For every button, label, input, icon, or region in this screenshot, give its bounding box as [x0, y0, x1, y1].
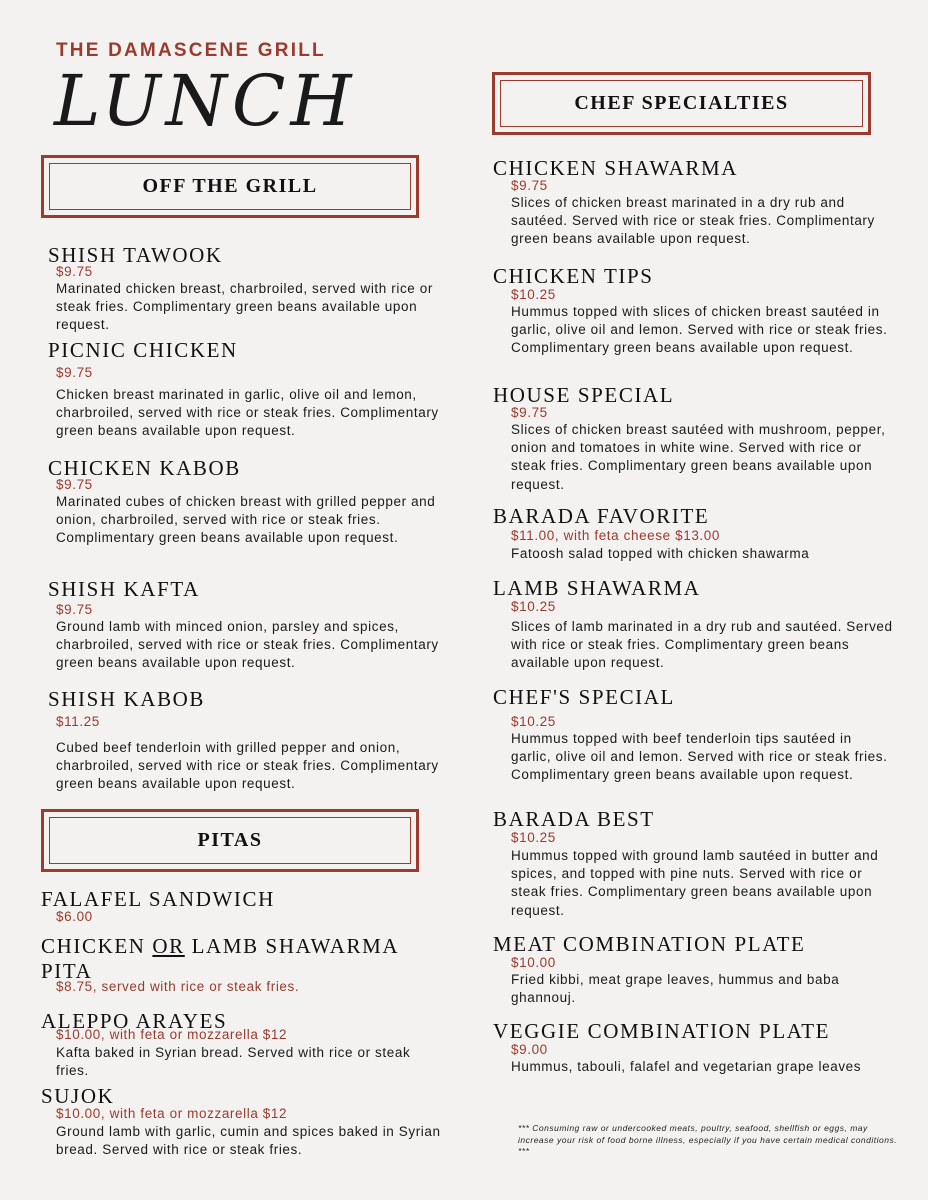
item-description: Cubed beef tenderloin with grilled pepper and onion, charbroiled, served with rice or steak fries. Complimentary green beans available upon request. [56, 740, 439, 792]
item-name: MEAT COMBINATION PLATE [493, 932, 806, 956]
item-description: Slices of chicken breast sautéed with mushroom, pepper, onion and tomatoes in white wine. Served with rice or steak fries. Complimentary green beans available upon request. [511, 422, 886, 492]
item-price: $9.00 [511, 1042, 548, 1057]
section-header-chef-specialties [492, 72, 871, 135]
item-name: SUJOK [41, 1084, 115, 1108]
item-name: LAMB SHAWARMA [493, 576, 701, 600]
item-name: CHICKEN KABOB [48, 456, 241, 480]
item-name: VEGGIE COMBINATION PLATE [493, 1019, 831, 1043]
item-name: PICNIC CHICKEN [48, 338, 238, 362]
item-price: $10.25 [511, 830, 556, 845]
item-price: $9.75 [56, 365, 93, 380]
section-title: CHEF SPECIALTIES [500, 80, 863, 127]
item-price: $9.75 [511, 178, 548, 193]
item-description: Marinated cubes of chicken breast with grilled pepper and onion, charbroiled, served with rice or steak fries. Complimentary green beans available upon request. [56, 494, 436, 546]
item-name: BARADA BEST [493, 807, 655, 831]
item-description: Fatoosh salad topped with chicken shawarma [511, 546, 810, 561]
item-price: $6.00 [56, 909, 93, 924]
item-name: CHICKEN TIPS [493, 264, 654, 288]
item-name: CHICKEN OR LAMB SHAWARMA [41, 934, 400, 958]
item-description: Hummus, tabouli, falafel and vegetarian grape leaves [511, 1059, 862, 1074]
item-name: CHICKEN SHAWARMA [493, 156, 739, 180]
item-price: $9.75 [56, 264, 93, 279]
item-name: FALAFEL SANDWICH [41, 887, 275, 911]
item-description: Hummus topped with ground lamb sautéed in butter and spices, and topped with pine nuts. Served with rice or steak fries. Complimentary green beans available upon request. [511, 848, 879, 918]
item-price: $11.00, with feta cheese $13.00 [511, 528, 720, 543]
item-price: $8.75, served with rice or steak fries. [56, 979, 300, 994]
item-name: SHISH TAWOOK [48, 243, 223, 267]
item-description: Marinated chicken breast, charbroiled, served with rice or steak fries. Complimentary green beans available upon request. [56, 281, 433, 333]
item-description: Ground lamb with minced onion, parsley and spices, charbroiled, served with rice or steak fries. Complimentary green beans available upon request. [56, 619, 439, 671]
item-price: $10.00, with feta or mozzarella $12 [56, 1106, 288, 1121]
item-description: Fried kibbi, meat grape leaves, hummus and baba ghannouj. [511, 972, 840, 1006]
item-price: $10.00, with feta or mozzarella $12 [56, 1027, 288, 1042]
restaurant-name: THE DAMASCENE GRILL [56, 40, 326, 61]
item-name: SHISH KAFTA [48, 577, 200, 601]
food-safety-disclaimer: *** Consuming raw or undercooked meats, poultry, seafood, shellfish or eggs, may increase your risk of food borne illness, especially if you have certain medical conditions. *** [518, 1123, 898, 1156]
item-description: Kafta baked in Syrian bread. Served with rice or steak fries. [56, 1045, 411, 1079]
page-title: LUNCH [54, 60, 357, 142]
item-description: Chicken breast marinated in garlic, olive oil and lemon, charbroiled, served with rice or steak fries. Complimentary green beans available upon request. [56, 387, 439, 439]
section-title: OFF THE GRILL [49, 163, 411, 210]
item-price: $11.25 [56, 714, 100, 729]
item-price: $9.75 [56, 477, 93, 492]
item-description: Hummus topped with beef tenderloin tips sautéed in garlic, olive oil and lemon. Served with rice or steak fries. Complimentary green beans available upon request. [511, 731, 888, 783]
item-description: Slices of lamb marinated in a dry rub and sautéed. Served with rice or steak fries. Complimentary green beans available upon request. [511, 619, 893, 671]
item-name-line2: PITA [41, 959, 93, 983]
item-price: $10.25 [511, 287, 556, 302]
item-price: $9.75 [56, 602, 93, 617]
item-price: $10.25 [511, 714, 556, 729]
section-title: PITAS [49, 817, 411, 864]
item-name: SHISH KABOB [48, 687, 206, 711]
item-name: BARADA FAVORITE [493, 504, 710, 528]
item-name: HOUSE SPECIAL [493, 383, 675, 407]
item-description: Hummus topped with slices of chicken breast sautéed in garlic, olive oil and lemon. Served with rice or steak fries. Complimentary green beans available upon request. [511, 304, 888, 356]
item-price: $10.25 [511, 599, 556, 614]
item-name: CHEF'S SPECIAL [493, 685, 675, 709]
item-name: ALEPPO ARAYES [41, 1009, 228, 1033]
item-price: $9.75 [511, 405, 548, 420]
item-price: $10.00 [511, 955, 556, 970]
item-description: Slices of chicken breast marinated in a dry rub and sautéed. Served with rice or steak fries. Complimentary green beans available upon request. [511, 195, 875, 247]
item-description: Ground lamb with garlic, cumin and spices baked in Syrian bread. Served with rice or steak fries. [56, 1124, 441, 1158]
section-header-off-the-grill [41, 155, 419, 218]
section-header-pitas [41, 809, 419, 872]
